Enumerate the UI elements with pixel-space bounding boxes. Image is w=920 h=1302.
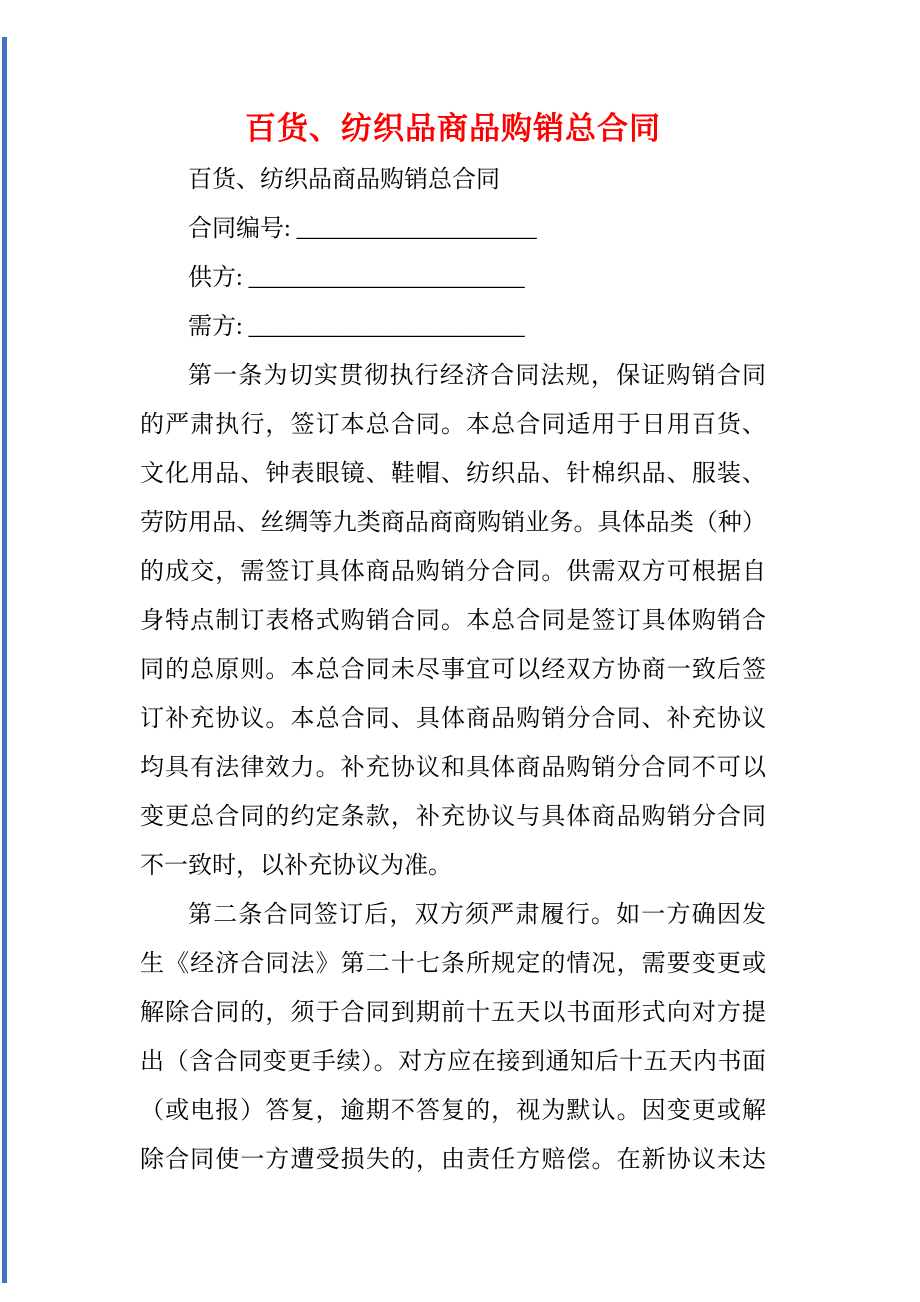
field-supplier-blank-line: _______________________ xyxy=(248,265,525,291)
paragraph-article-2 xyxy=(140,891,766,1185)
paragraph-article-2-line: 除合同使一方遭受损失的，由责任方赔偿。在新协议未达 xyxy=(140,1147,766,1173)
document-subtitle: 百货、纺织品商品购销总合同 xyxy=(188,167,500,193)
paragraph-article-1-line: 的严肃执行，签订本总合同。本总合同适用于日用百货、 xyxy=(140,412,766,438)
fields-section xyxy=(140,205,766,352)
paragraph-article-1-line: 的成交，需签订具体商品购销分合同。供需双方可根据自 xyxy=(140,559,766,585)
paragraph-article-2-line: 生《经济合同法》第二十七条所规定的情况，需要变更或 xyxy=(140,951,766,977)
paragraph-article-1-line: 第一条为切实贯彻执行经济合同法规，保证购销合同 xyxy=(188,363,766,389)
page-border-left xyxy=(2,37,7,1283)
paragraph-article-1-line: 文化用品、钟表眼镜、鞋帽、纺织品、针棉织品、服装、 xyxy=(140,461,766,487)
paragraph-article-2-line: 解除合同的，须于合同到期前十五天以书面形式向对方提 xyxy=(140,1000,766,1026)
paragraph-article-1-line: 不一致时，以补充协议为准。 xyxy=(140,853,452,879)
field-supplier xyxy=(140,254,766,303)
field-contract-number-label: 合同编号: xyxy=(188,216,297,242)
field-supplier-label: 供方: xyxy=(188,265,249,291)
paragraph-article-2-line: 第二条合同签订后，双方须严肃履行。如一方确因发 xyxy=(188,902,766,928)
paragraph-article-1 xyxy=(140,352,766,891)
document-content xyxy=(140,102,766,1185)
paragraph-article-1-line: 同的总原则。本总合同未尽事宜可以经双方协商一致后签 xyxy=(140,657,766,683)
document-title: 百货、纺织品商品购销总合同 xyxy=(245,111,661,146)
paragraph-article-1-line: 变更总合同的约定条款，补充协议与具体商品购销分合同 xyxy=(140,804,766,830)
paragraph-article-1-line: 劳防用品、丝绸等九类商品商商购销业务。具体品类（种） xyxy=(140,510,766,536)
paragraph-article-1-line: 订补充协议。本总合同、具体商品购销分合同、补充协议 xyxy=(140,706,766,732)
field-buyer xyxy=(140,303,766,352)
body-section xyxy=(140,352,766,1185)
field-buyer-label: 需方: xyxy=(188,314,249,340)
paragraph-article-1-line: 身特点制订表格式购销合同。本总合同是签订具体购销合 xyxy=(140,608,766,634)
field-contract-number xyxy=(140,205,766,254)
paragraph-article-2-line: 出（含合同变更手续）。对方应在接到通知后十五天内书面 xyxy=(140,1049,766,1075)
field-buyer-blank-line: _______________________ xyxy=(248,314,525,340)
field-contract-number-blank-line: ____________________ xyxy=(296,216,537,242)
paragraph-article-2-line: （或电报）答复，逾期不答复的，视为默认。因变更或解 xyxy=(140,1098,766,1124)
paragraph-article-1-line: 均具有法律效力。补充协议和具体商品购销分合同不可以 xyxy=(140,755,766,781)
